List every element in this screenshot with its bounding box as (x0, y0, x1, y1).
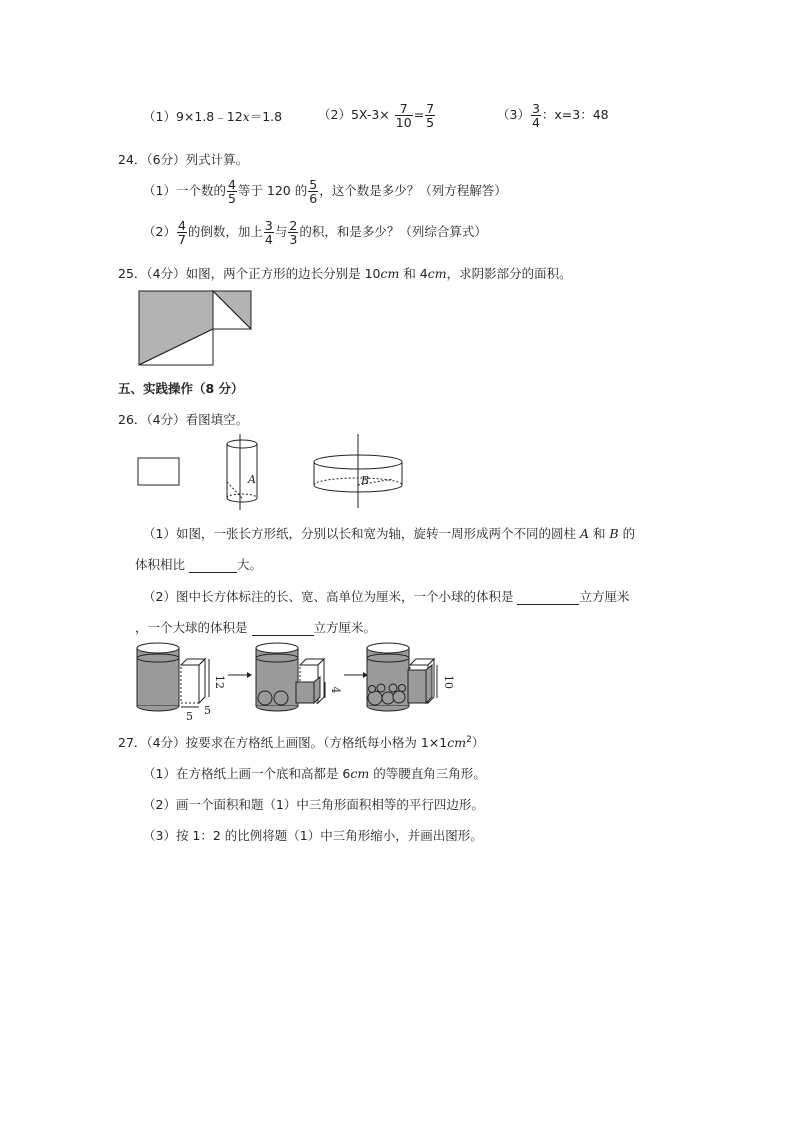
section-heading: 五、实践操作（8 分） (118, 381, 244, 396)
q24-title: 24．（6分）列式计算。 (118, 152, 249, 167)
q24-sub2: （2） $\frac{4}{7}$ 的倒数，加上 $\frac{3}{4}$ 与 $\frac{2}{3}$ 的积，和是多少？（列综合算式） (143, 218, 487, 247)
height-12-label: 12 (213, 675, 226, 689)
q27-sub2: （2）画一个面积和题（1）中三角形面积相等的平行四边形。 (143, 797, 484, 812)
q23-part1: （1）9×1.8﹣12x＝1.8 (143, 109, 283, 124)
cylinder-b-label: B (361, 474, 370, 487)
cylinder-a-label: A (248, 473, 256, 486)
q26-sub2-line2: ，一个大球的体积是 立方厘米。 (135, 620, 377, 635)
width-5-label: 5 (204, 704, 211, 717)
q26-sub2-line1: （2）图中长方体标注的长、宽、高单位为厘米，一个小球的体积是 立方厘米 (143, 589, 630, 604)
height-4-label: 4 (329, 686, 342, 694)
q23-part2: （2）5X-3× $\frac{7}{10}$ = $\frac{7}{5}$ (318, 101, 435, 130)
squares-shaded-figure (138, 290, 256, 368)
fraction: $\frac{7}{10}$ (395, 101, 412, 130)
answer-blank[interactable] (189, 559, 237, 573)
fraction: $\frac{5}{6}$ (309, 177, 318, 206)
q26-title: 26．（4分）看图填空。 (118, 412, 249, 427)
water-tanks-figure (134, 638, 464, 724)
q24-sub1: （1）一个数的 $\frac{4}{5}$ 等于 120 的 $\frac{5}{6}$ ，这个数是多少？（列方程解答） (143, 177, 507, 206)
height-10-label: 10 (442, 675, 455, 689)
fraction: $\frac{3}{4}$ (264, 218, 273, 247)
length-5-label: 5 (186, 710, 193, 723)
q27-sub3: （3）按 1：2 的比例将题（1）中三角形缩小，并画出图形。 (143, 828, 483, 843)
fraction: $\frac{4}{7}$ (177, 218, 186, 247)
fraction: $\frac{4}{5}$ (227, 177, 236, 206)
q26-sub1-line2: 体积相比 大。 (135, 557, 263, 572)
fraction: $\frac{3}{4}$ (531, 101, 540, 130)
rectangle-cylinders-figure (135, 432, 415, 514)
q26-sub1-line1: （1）如图，一张长方形纸，分别以长和宽为轴，旋转一周形成两个不同的圆柱 A 和 B 的 (143, 526, 636, 541)
q23-part3: （3） $\frac{3}{4}$ ：x=3：48 (497, 101, 609, 130)
fraction: $\frac{2}{3}$ (289, 218, 298, 247)
fraction: $\frac{7}{5}$ (426, 101, 435, 130)
q27-sub1: （1）在方格纸上画一个底和高都是 6cm 的等腰直角三角形。 (143, 766, 486, 781)
answer-blank[interactable] (252, 622, 314, 636)
q27-title: 27．（4分）按要求在方格纸上画图。（方格纸每小格为 $1\times 1cm^2$） (118, 734, 485, 750)
answer-blank[interactable] (517, 591, 579, 605)
q25-title: 25．（4分）如图，两个正方形的边长分别是 10cm 和 4cm，求阴影部分的面积。 (118, 266, 572, 281)
